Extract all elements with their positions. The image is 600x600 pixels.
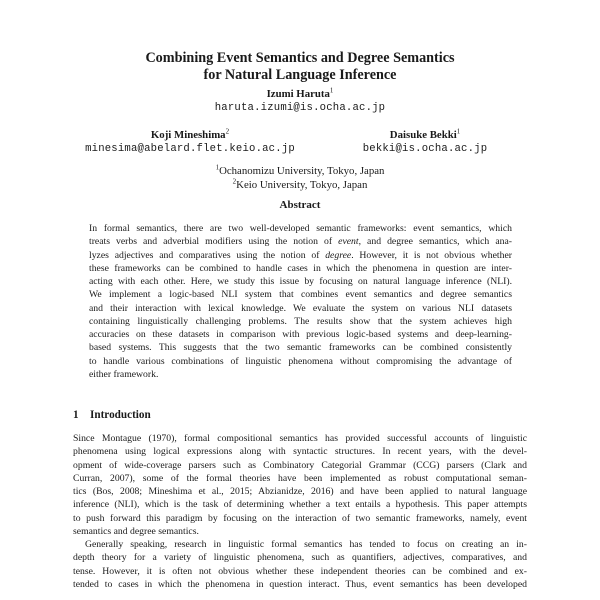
affiliations — [0, 165, 600, 192]
author-1 — [0, 87, 600, 115]
paper-title — [0, 50, 600, 84]
title-line-2: for Natural Language Inference — [203, 67, 397, 83]
abstract-line-11: to handle various combinations of linguistic phenomena without compromising the advantage of — [89, 355, 512, 367]
abstract-line-10: based systems. This suggests that the two semantic frameworks can be combined consistently — [89, 342, 512, 354]
introduction-text — [73, 432, 527, 591]
abstract-line-9: accuracies on these datasets in comparison with previous logic-based systems and deep-learning- — [89, 329, 512, 340]
affiliation-2: $^2$Keio University, Tokyo, Japan — [232, 176, 368, 191]
section-title: Introduction — [90, 409, 151, 421]
author-2-email: minesima@abelard.flet.keio.ac.jp — [85, 143, 295, 155]
intro-line-1: Since Montague (1970), formal compositional semantics has provided successful accounts of linguistic — [73, 433, 527, 444]
intro-line-9: Generally speaking, research in linguistic formal semantics has tended to focus on creating an in- — [85, 539, 527, 550]
section-heading-introduction — [73, 409, 151, 421]
abstract-text — [89, 222, 512, 381]
title-line-1: Combining Event Semantics and Degree Semantics — [145, 50, 455, 66]
intro-line-11: tense. However, it is often not obvious whether these independent theories can be combined and ex- — [73, 565, 527, 577]
author-2 — [70, 128, 310, 156]
intro-line-7: to push forward this paradigm by focusing on the interaction of two semantic frameworks, namely, event — [73, 512, 527, 524]
affiliation-1: $^1$Ochanomizu University, Tokyo, Japan — [215, 163, 385, 177]
intro-line-2: phenomena using logical expressions along with syntactic structures. In recent years, with the devel- — [73, 446, 527, 458]
author-3-email: bekki@is.ocha.ac.jp — [362, 143, 488, 155]
intro-line-4: Curran, 2007), some of the formal theories have been implemented as robust computational seman- — [73, 472, 527, 484]
abstract-line-4: these frameworks can be combined to handle cases in which the phenomena in question are inter- — [89, 262, 512, 274]
abstract-line-8: containing linguistically challenging problems. The results show that the system achieves high — [89, 315, 512, 327]
abstract-line-5: acting with each other. Here, we study this issue by focusing on natural language inference (NLI). — [89, 276, 512, 287]
abstract-heading: Abstract — [279, 199, 321, 211]
abstract-line-2: treats verbs and adverbial modifiers using the notion of event, and degree semantics, which ana- — [89, 236, 512, 248]
section-number: 1 — [73, 409, 79, 421]
abstract-line-6: We implement a logic-based NLI system that combines event semantics and degree semantics — [89, 289, 512, 301]
author-3-affil-mark: 1 — [456, 127, 461, 136]
abstract-line-12: either framework. — [89, 368, 159, 380]
abstract-line-1: In formal semantics, there are two well-developed semantic frameworks: event semantics, which — [89, 223, 512, 234]
intro-line-12: tended to cases in which the phenomena in question interact. Thus, event semantics has been developed — [73, 578, 527, 590]
author-2-name: Koji Mineshima — [150, 129, 226, 141]
author-3-name: Daisuke Bekki — [389, 129, 457, 141]
author-1-affil-mark: 1 — [329, 86, 334, 95]
abstract-line-7: and their interaction with lexical knowledge. We evaluate the system on various NLI datasets — [89, 302, 512, 314]
abstract-line-3: lyzes adjectives and comparatives using the notion of degree. However, it is not obvious whether — [89, 249, 512, 261]
author-1-name: Izumi Haruta — [266, 88, 330, 100]
intro-line-5: tics (Bos, 2008; Mineshima et al., 2015; Abzianidze, 2016) and have been applied to natural language — [73, 486, 527, 497]
author-2-affil-mark: 2 — [225, 127, 230, 136]
intro-line-8: semantics and degree semantics. — [73, 525, 199, 537]
author-3 — [315, 128, 535, 156]
intro-line-6: inference (NLI), which is the task of determining whether a text entails a hypothesis. This paper attempts — [73, 499, 527, 511]
intro-line-10: depth theory for a variety of linguistic phenomena, such as quantifiers, adjectives, comparatives, and — [73, 552, 527, 564]
author-1-email: haruta.izumi@is.ocha.ac.jp — [214, 102, 386, 114]
intro-line-3: opment of wide-coverage parsers such as Combinatory Categorial Grammar (CCG) parsers (Clark and — [73, 459, 527, 471]
